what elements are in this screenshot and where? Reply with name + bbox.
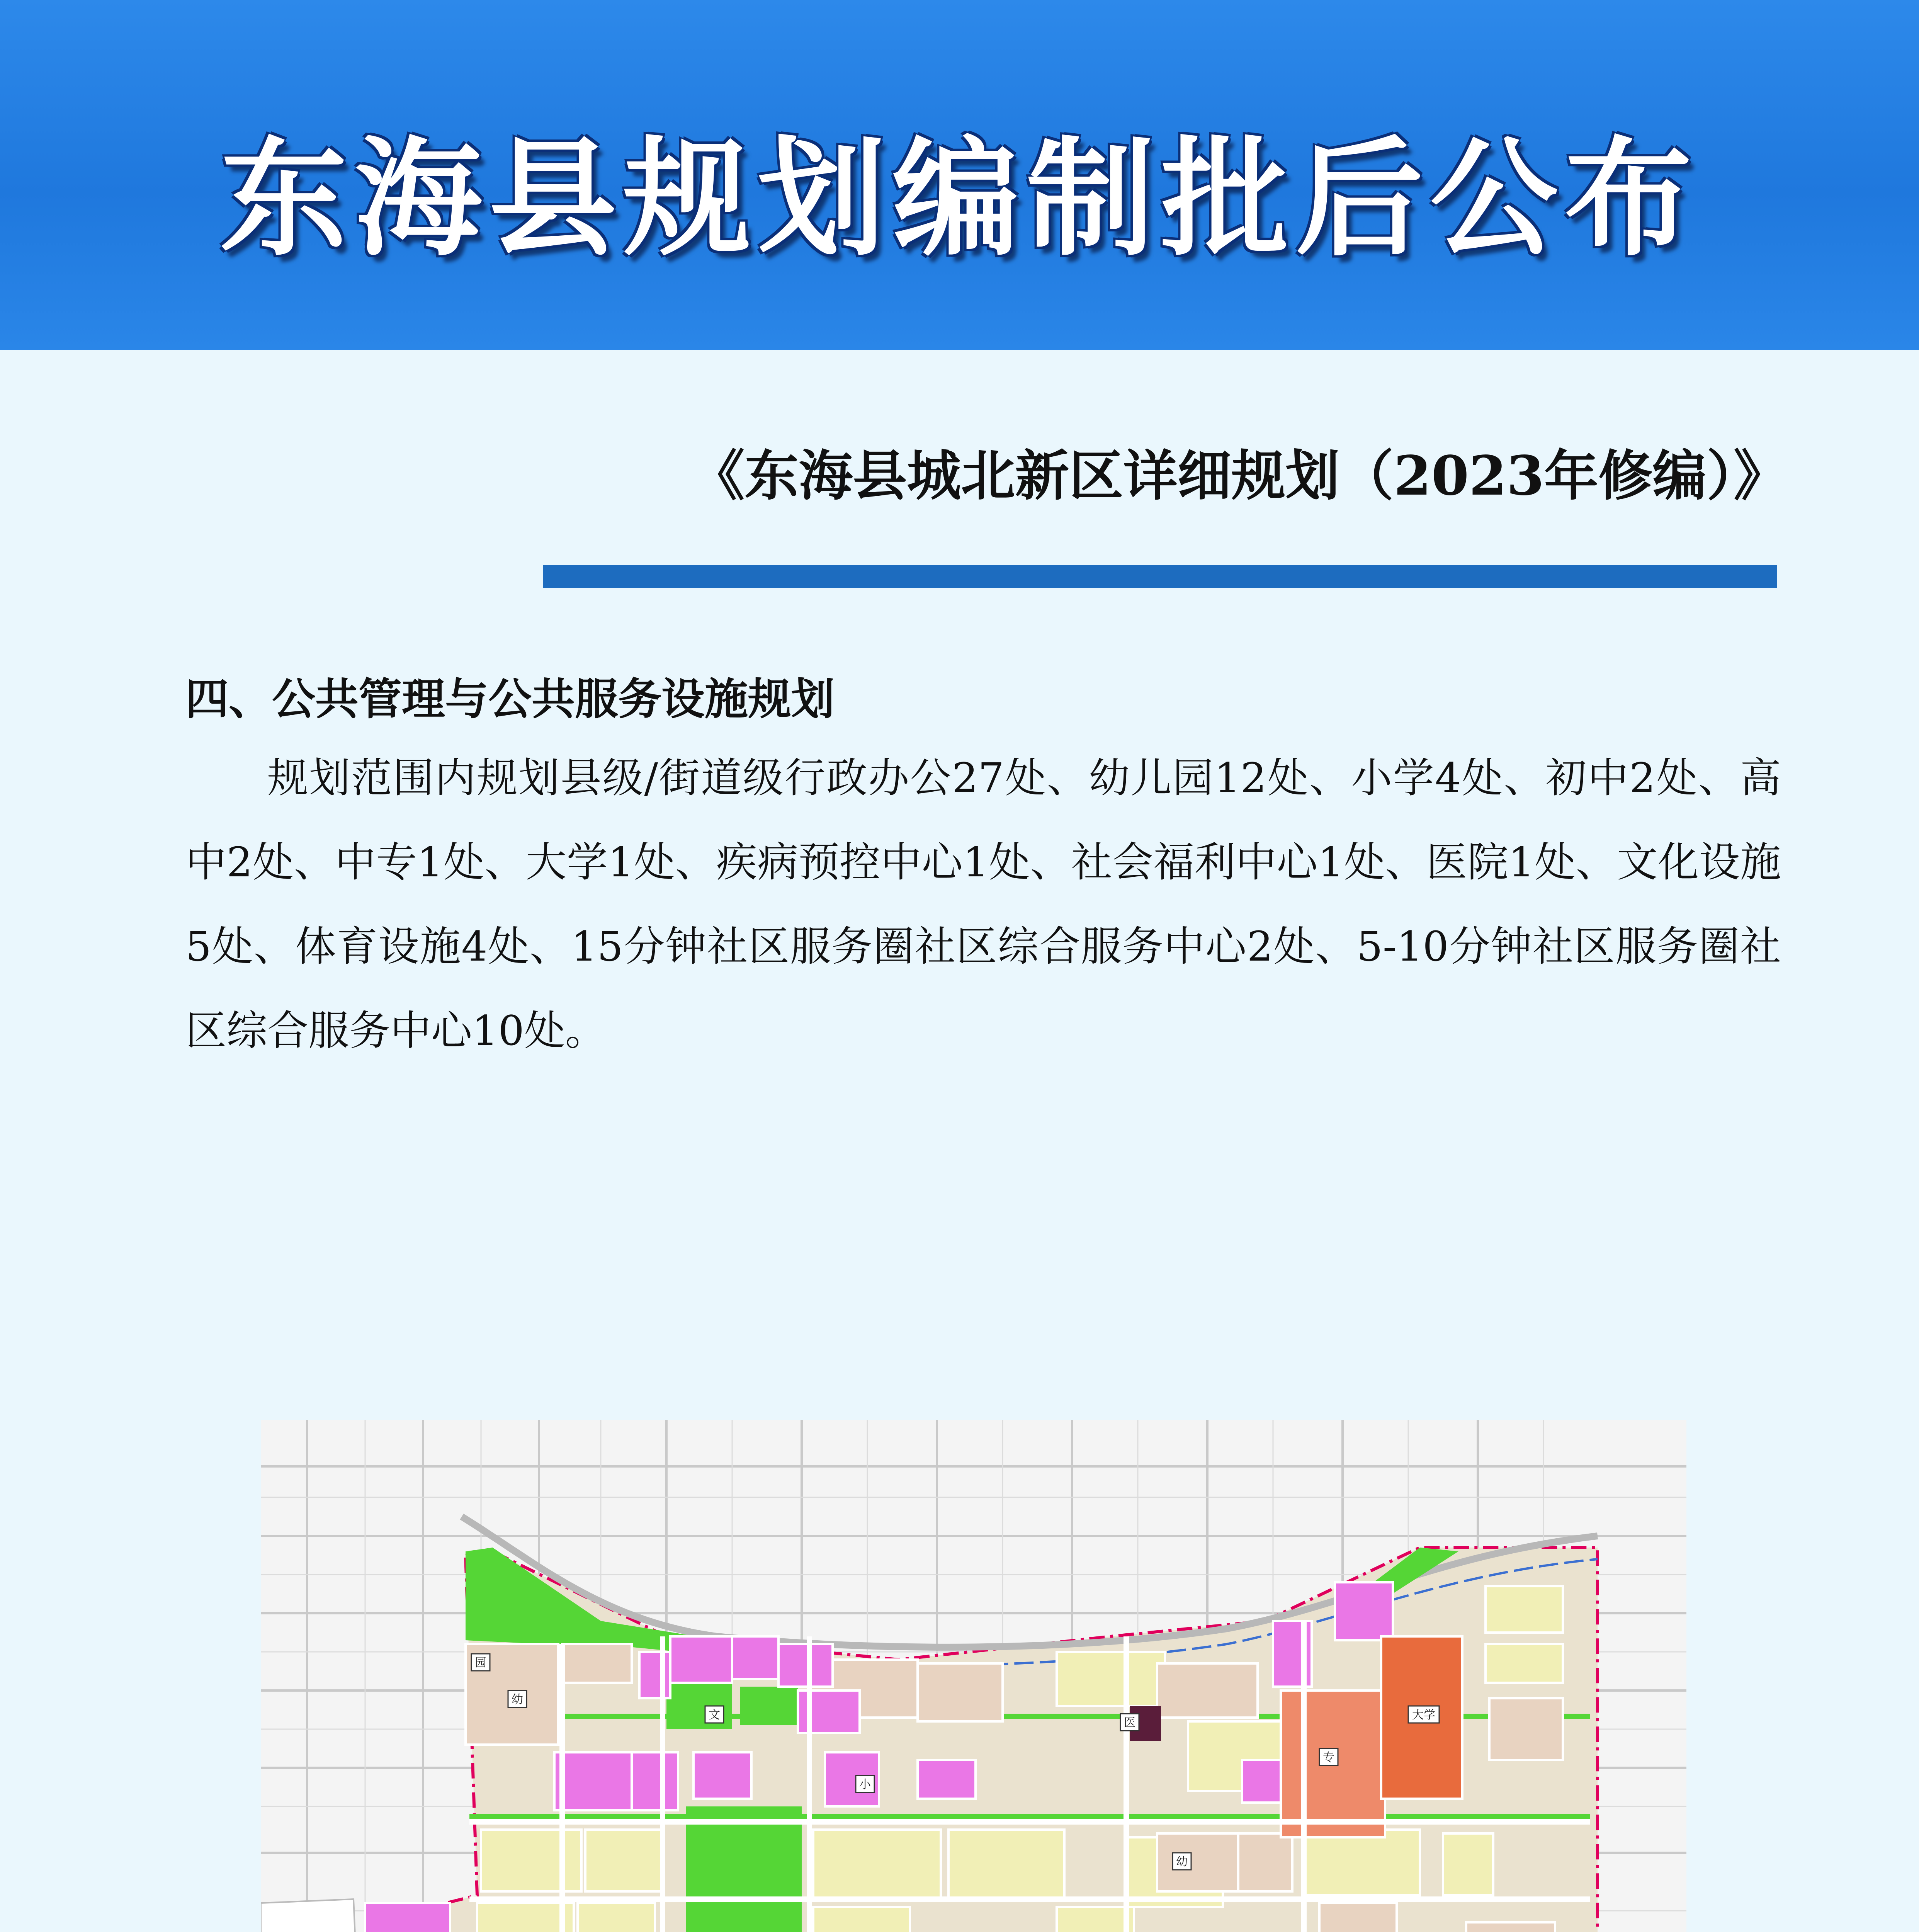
section-heading: 四、公共管理与公共服务设施规划 xyxy=(185,674,835,724)
svg-text:幼: 幼 xyxy=(512,1693,523,1706)
map-marker xyxy=(1173,1853,1191,1870)
section-paragraph: 规划范围内规划县级/街道级行政办公27处、幼儿园12处、小学4处、初中2处、高中2处、中专1处、大学1处、疾病预控中心1处、社会福利中心1处、医院1处、文化设施5处、体育设施4处、15分钟社区服务圈社区综合服务中心2处、5-10分钟社区服务圈社区综合服务中心10处。 xyxy=(185,754,1781,1054)
svg-text:大学: 大学 xyxy=(1412,1708,1435,1722)
divider-top xyxy=(543,565,1777,588)
map-marker xyxy=(856,1776,874,1793)
central-park xyxy=(686,1806,802,1932)
header-banner xyxy=(0,0,1919,350)
svg-text:专: 专 xyxy=(1323,1751,1334,1764)
svg-text:医: 医 xyxy=(1124,1716,1135,1730)
map-marker xyxy=(508,1690,527,1708)
svg-text:幼: 幼 xyxy=(1176,1855,1188,1869)
plan-title: 《东海县城北新区详细规划（2023年修编）》 xyxy=(690,444,1788,508)
map-marker xyxy=(705,1706,724,1723)
map-marker xyxy=(471,1654,490,1671)
map-marker xyxy=(1120,1714,1139,1731)
svg-text:小: 小 xyxy=(859,1778,871,1791)
west-water xyxy=(261,1899,377,1932)
banner-title: 东海县规划编制批后公布 xyxy=(220,125,1699,273)
map-marker xyxy=(1408,1706,1439,1723)
map-marker xyxy=(1319,1748,1338,1765)
planning-map xyxy=(261,1420,1686,1932)
svg-text:园: 园 xyxy=(475,1656,486,1670)
svg-text:文: 文 xyxy=(709,1708,720,1722)
